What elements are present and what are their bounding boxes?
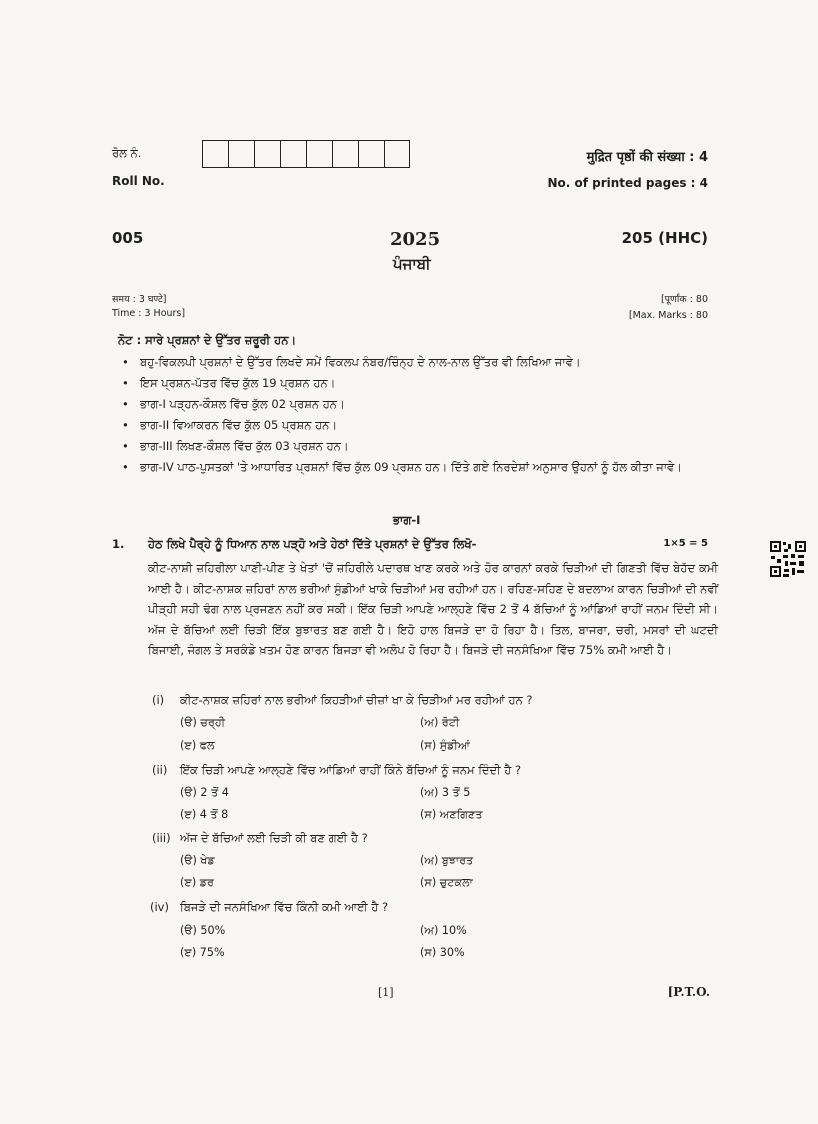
section-title: ਭਾਗ-I [393, 513, 421, 527]
subject-title: ਪੰਜਾਬੀ [393, 255, 431, 273]
option-b: (ਅ) ਰੋਟੀ [420, 716, 460, 729]
qr-code-icon [769, 540, 807, 578]
option-b: (ਅ) 3 ਤੋਂ 5 [420, 786, 471, 799]
roll-digit-box[interactable] [306, 140, 332, 168]
option-c: (ੲ) 4 ਤੋਂ 8 [180, 808, 229, 821]
marks-hindi: [पूर्णांक : 80 [660, 294, 708, 305]
option-b: (ਅ) ਬੁਝਾਰਤ [420, 854, 474, 867]
option-c: (ੲ) ਡਰ [180, 876, 214, 889]
note-item: • ਭਾਗ-III ਲਿਖਣ-ਕੌਸ਼ਲ ਵਿੱਚ ਕੁੱਲ 03 ਪ੍ਰਸ਼ਨ ਹਨ। [118, 436, 718, 457]
pto-label: [P.T.O. [667, 985, 710, 999]
roll-number-boxes[interactable] [202, 140, 410, 168]
option-c: (ੲ) ਫਲ [180, 739, 215, 752]
reading-passage: ਕੀਟ-ਨਾਸ਼ੀ ਜ਼ਹਿਰੀਲਾ ਪਾਣੀ-ਪੀਣ ਤੇ ਖੇਤਾਂ 'ਚੋਂ ਜ਼ਹਿਰੀਲੇ ਪਦਾਰਥ ਖਾਣ ਕਰਕੇ ਅਤੇ ਹੋਰ ਕਾਰਨਾਂ ਕਰਕੇ ਚਿੜੀਆਂ ਦੀ ਗਿਣਤੀ ਵਿੱਚ ਬੇਹੱਦ ਕਮੀ ਆਈ ਹੈ। ਕੀਟ-ਨਾਸ਼ਕ ਜ਼ਹਿਰਾਂ ਨਾਲ ਭਰੀਆਂ ਸੁੰਡੀਆਂ ਖਾਕੇ ਚਿੜੀਆਂ ਮਰ ਰਹੀਆਂ ਹਨ। ਰਹਿਣ-ਸਹਿਣ ਦੇ ਬਦਲਾਅ ਕਾਰਨ ਚਿੜੀਆਂ ਦੀ ਨਵੀਂ ਪੀੜ੍ਹੀ ਸਹੀ ਢੰਗ ਨਾਲ ਪ੍ਰਜਣਨ ਨਹੀਂ ਕਰ ਸਕੀ। ਇੱਕ ਚਿੜੀ ਆਪਣੇ ਆਲ੍ਹਣੇ ਵਿੱਚ 2 ਤੋਂ 4 ਬੱਚਿਆਂ ਨੂੰ ਆਂਡਿਆਂ ਰਾਹੀਂ ਜਨਮ ਦਿੰਦੀ ਸੀ। ਅੱਜ ਦੇ ਬੱਚਿਆਂ ਲਈ ਚਿੜੀ ਇੱਕ ਬੁਝਾਰਤ ਬਣ ਗਈ ਹੈ। ਇਹੋ ਹਾਲ ਬਿਜੜੇ ਦਾ ਹੋ ਰਿਹਾ ਹੈ। ਤਿਲ, ਬਾਜਰਾ, ਚਰੀ, ਮਸਰਾਂ ਦੀ ਘਟਦੀ ਬਿਜਾਈ, ਜੰਗਲ ਤੇ ਸਰਕੰਡੇ ਖ਼ਤਮ ਹੋਣ ਕਾਰਨ ਬਿਜੜਾ ਵੀ ਅਲੋਪ ਹੋ ਰਿਹਾ ਹੈ। ਬਿਜੜੇ ਦੀ ਜਨਸੰਖਿਆ ਵਿੱਚ 75% ਕਮੀ ਆਈ ਹੈ। [148, 561, 718, 658]
note-item: • ਭਾਗ-IV ਪਾਠ-ਪੁਸਤਕਾਂ 'ਤੇ ਆਧਾਰਿਤ ਪ੍ਰਸ਼ਨਾਂ ਵਿੱਚ ਕੁੱਲ 09 ਪ੍ਰਸ਼ਨ ਹਨ। ਦਿੱਤੇ ਗਏ ਨਿਰਦੇਸ਼ਾਂ ਅਨੁਸਾਰ ਉਹਨਾਂ ਨੂੰ ਹੱਲ ਕੀਤਾ ਜਾਵੇ। [118, 457, 718, 477]
option-c: (ੲ) 75% [180, 946, 225, 959]
printed-pages-hindi: मुद्रित पृष्ठों की संख्या : 4 [586, 150, 708, 165]
note-item: • ਭਾਗ-I ਪੜ੍ਹਨ-ਕੌਸ਼ਲ ਵਿੱਚ ਕੁੱਲ 02 ਪ੍ਰਸ਼ਨ ਹਨ। [118, 394, 718, 415]
printed-pages-english: No. of printed pages : 4 [547, 176, 708, 190]
subquestion-text: ਕੀਟ-ਨਾਸ਼ਕ ਜ਼ਹਿਰਾਂ ਨਾਲ ਭਰੀਆਂ ਕਿਹੜੀਆਂ ਚੀਜ਼ਾਂ ਖਾ ਕੇ ਚਿੜੀਆਂ ਮਰ ਰਹੀਆਂ ਹਨ ? [180, 693, 533, 707]
roll-digit-box[interactable] [384, 140, 410, 168]
exam-year: 2025 [390, 229, 441, 250]
option-d: (ਸ) ਸੁੰਡੀਆਂ [420, 739, 471, 752]
question-number: 1. [112, 537, 125, 551]
subquestion-text: ਇੱਕ ਚਿੜੀ ਆਪਣੇ ਆਲ੍ਹਣੇ ਵਿੱਚ ਆਂਡਿਆਂ ਰਾਹੀਂ ਕਿੰਨੇ ਬੱਚਿਆਂ ਨੂੰ ਜਨਮ ਦਿੰਦੀ ਹੈ ? [180, 763, 522, 777]
time-english: Time : 3 Hours] [112, 308, 186, 319]
roll-digit-box[interactable] [332, 140, 358, 168]
option-b: (ਅ) 10% [420, 924, 467, 937]
subquestion-text: ਅੱਜ ਦੇ ਬੱਚਿਆਂ ਲਈ ਚਿੜੀ ਕੀ ਬਣ ਗਈ ਹੈ ? [180, 831, 368, 845]
time-hindi: समय : 3 घण्टे] [112, 294, 167, 305]
subquestion-number: (ii) [152, 763, 168, 777]
option-a: (ੳ) ਚਰ੍ਹੀ [180, 716, 226, 729]
option-d: (ਸ) ਅਣਗਿਣਤ [420, 808, 483, 821]
roll-digit-box[interactable] [254, 140, 280, 168]
note-item: • ਇਸ ਪ੍ਰਸ਼ਨ-ਪੱਤਰ ਵਿੱਚ ਕੁੱਲ 19 ਪ੍ਰਸ਼ਨ ਹਨ। [118, 373, 718, 394]
page-number: [1] [378, 986, 394, 999]
subquestion-number: (iv) [150, 900, 169, 914]
note-title: ਨੋਟ : ਸਾਰੇ ਪ੍ਰਸ਼ਨਾਂ ਦੇ ਉੱਤਰ ਜ਼ਰੂਰੀ ਹਨ। [118, 333, 297, 347]
note-item: • ਬਹੁ-ਵਿਕਲਪੀ ਪ੍ਰਸ਼ਨਾਂ ਦੇ ਉੱਤਰ ਲਿਖਦੇ ਸਮੇਂ ਵਿਕਲਪ ਨੰਬਰ/ਚਿੰਨ੍ਹ ਦੇ ਨਾਲ-ਨਾਲ ਉੱਤਰ ਵੀ ਲਿਖਿਆ ਜਾਵੇ। [118, 352, 718, 373]
roll-digit-box[interactable] [228, 140, 254, 168]
roll-digit-box[interactable] [358, 140, 384, 168]
roll-label-english: Roll No. [112, 174, 165, 188]
marks-english: [Max. Marks : 80 [628, 310, 708, 321]
option-d: (ਸ) ਚੁਟਕਲਾ [420, 876, 473, 889]
roll-digit-box[interactable] [280, 140, 306, 168]
paper-code-right: 205 (HHC) [621, 229, 708, 247]
option-a: (ੳ) ਖੇਡ [180, 854, 215, 867]
paper-code-left: 005 [112, 229, 144, 247]
subquestion-number: (iii) [152, 831, 171, 845]
note-item: • ਭਾਗ-II ਵਿਆਕਰਨ ਵਿੱਚ ਕੁੱਲ 05 ਪ੍ਰਸ਼ਨ ਹਨ। [118, 415, 718, 436]
roll-label-punjabi: ਰੋਲ ਨੰ. [112, 146, 142, 160]
question-marks: 1×5 = 5 [663, 538, 708, 549]
option-d: (ਸ) 30% [420, 946, 465, 959]
option-a: (ੳ) 50% [180, 924, 226, 937]
roll-digit-box[interactable] [202, 140, 228, 168]
note-list [118, 352, 718, 477]
subquestion-text: ਬਿਜੜੇ ਦੀ ਜਨਸੰਖਿਆ ਵਿੱਚ ਕਿੰਨੀ ਕਮੀ ਆਈ ਹੈ ? [180, 900, 389, 914]
subquestion-number: (i) [152, 693, 165, 707]
question-instruction: ਹੇਠ ਲਿਖੇ ਪੈਰ੍ਹੇ ਨੂੰ ਧਿਆਨ ਨਾਲ ਪੜ੍ਹੋ ਅਤੇ ਹੇਠਾਂ ਦਿੱਤੇ ਪ੍ਰਸ਼ਨਾਂ ਦੇ ਉੱਤਰ ਲਿਖੋ- [148, 537, 477, 551]
option-a: (ੳ) 2 ਤੋਂ 4 [180, 786, 229, 799]
